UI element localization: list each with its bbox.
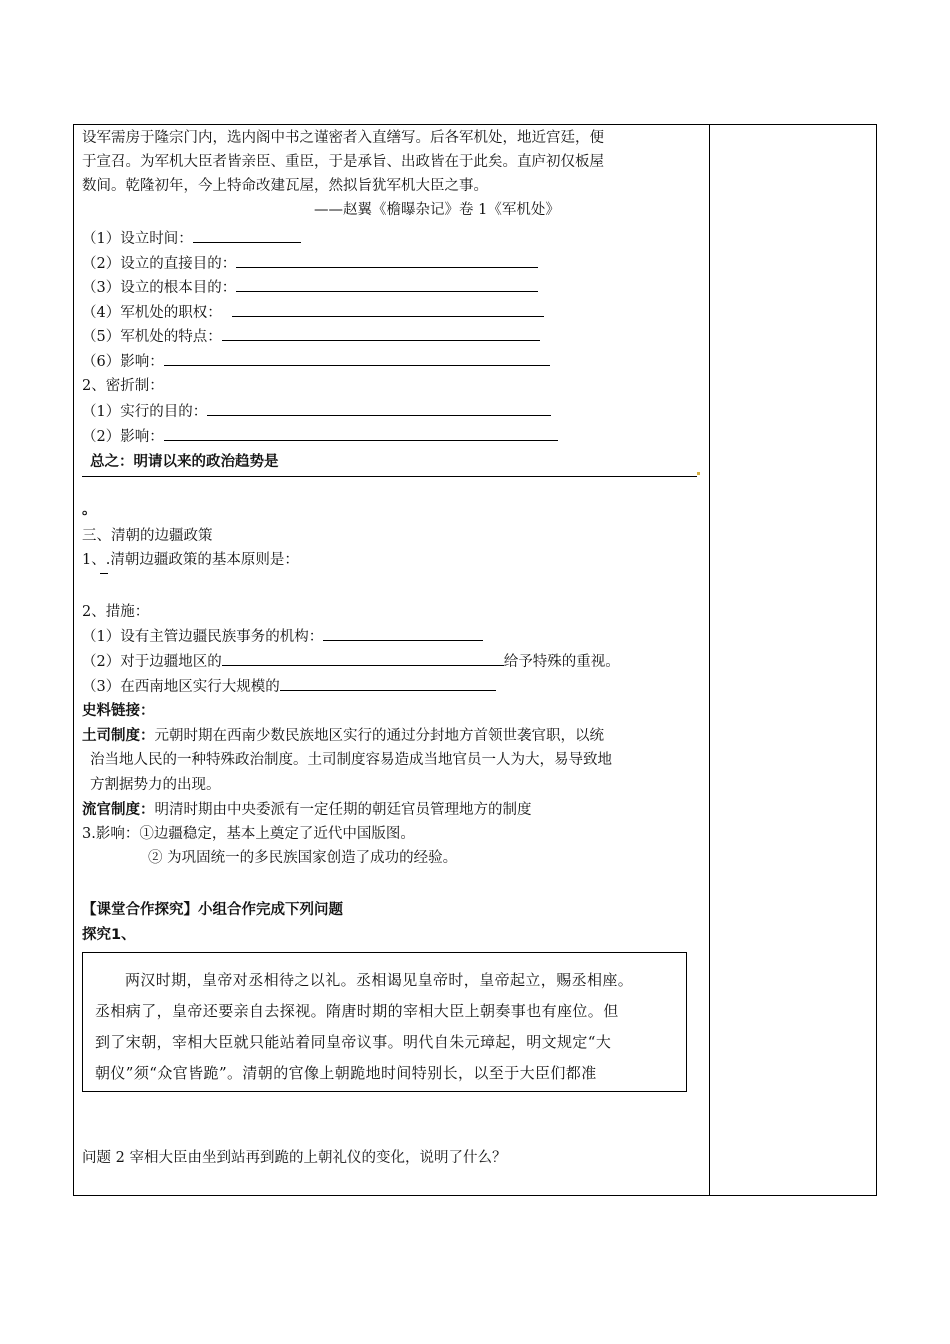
column-divider	[709, 124, 710, 1196]
answer-blank[interactable]	[232, 302, 544, 317]
junjichu-q3	[82, 277, 538, 298]
answer-blank[interactable]	[236, 277, 538, 292]
measure-1	[82, 626, 483, 647]
marker-dot	[697, 472, 700, 475]
summary-end: 。	[82, 502, 97, 518]
impact-line-1: 3.影响：①边疆稳定，基本上奠定了近代中国版图。	[82, 826, 415, 842]
tusi-label: 土司制度：	[82, 728, 155, 744]
answer-blank[interactable]	[207, 401, 551, 416]
box-line-3: 到了宋朝，宰相大臣就只能站着同皇帝议事。明代自朱元璋起，明文规定“大	[95, 1033, 612, 1051]
measure-3-label: （3）在西南地区实行大规模的	[82, 679, 280, 695]
measure-2	[82, 651, 620, 672]
q1-label: （1）设立时间：	[82, 231, 193, 247]
q4-label: （4）军机处的职权：	[82, 305, 222, 321]
q6-label: （6）影响：	[82, 354, 164, 370]
mizhe-q2	[82, 426, 558, 447]
junjichu-q4	[82, 302, 544, 323]
measures-title: 2、措施：	[82, 604, 150, 620]
links-title: 史料链接：	[82, 703, 155, 719]
q5-label: （5）军机处的特点：	[82, 329, 222, 345]
answer-blank[interactable]	[164, 426, 558, 441]
junjichu-q6	[82, 351, 550, 372]
answer-blank[interactable]	[323, 626, 483, 641]
box-line-4: 朝仪”须“众官皆跪”。清朝的官像上朝跪地时间特别长，以至于大臣们都准	[95, 1064, 597, 1082]
answer-blank[interactable]	[280, 676, 496, 691]
tusi-line-1	[82, 726, 604, 746]
measure-1-label: （1）设有主管边疆民族事务的机构：	[82, 629, 324, 645]
junjichu-q5	[82, 326, 540, 347]
answer-blank[interactable]	[193, 228, 301, 243]
mizhe-q1	[82, 401, 551, 422]
liuguan-line	[82, 800, 532, 820]
explore-heading: 【课堂合作探究】小组合作完成下列问题	[82, 902, 343, 918]
measure-2-suffix: 给予特殊的重视。	[503, 654, 620, 670]
answer-blank[interactable]	[164, 351, 550, 366]
measure-3	[82, 676, 496, 697]
answer-blank[interactable]	[222, 326, 540, 341]
tusi-text: 元朝时期在西南少数民族地区实行的通过分封地方首领世袭官职，以统	[154, 728, 604, 744]
answer-blank[interactable]	[236, 253, 538, 268]
liuguan-text: 明清时期由中央委派有一定任期的朝廷官员管理地方的制度	[154, 802, 532, 818]
answer-blank[interactable]	[222, 651, 504, 666]
mizhe-q2-label: （2）影响：	[82, 429, 164, 445]
tusi-line-3: 方割据势力的出现。	[90, 777, 221, 793]
question-2: 问题 2 宰相大臣由坐到站再到跪的上朝礼仪的变化，说明了什么？	[82, 1150, 507, 1166]
answer-blank[interactable]	[100, 573, 108, 574]
summary-label: 总之：明请以来的政治趋势是	[90, 454, 279, 470]
summary-answer-line[interactable]	[82, 476, 697, 477]
mizhe-title: 2、密折制：	[82, 378, 164, 394]
liuguan-label: 流官制度：	[82, 802, 155, 818]
q3-label: （3）设立的根本目的：	[82, 280, 237, 296]
source-line-2: 于宣召。为军机大臣者皆亲臣、重臣，于是承旨、出政皆在于此矣。直庐初仅板屋	[82, 154, 604, 170]
mizhe-q1-label: （1）实行的目的：	[82, 404, 208, 420]
source-citation: ——赵翼《檐曝杂记》卷 1《军机处》	[314, 202, 560, 218]
source-box	[82, 952, 687, 1092]
junjichu-q2	[82, 253, 538, 274]
source-line-1: 设军需房于隆宗门内，选内阁中书之谨密者入直缮写。后各军机处，地近宫廷，便	[82, 130, 604, 146]
frontier-principle: 1、.清朝边疆政策的基本原则是：	[82, 552, 299, 568]
q2-label: （2）设立的直接目的：	[82, 256, 237, 272]
tusi-line-2: 治当地人民的一种特殊政治制度。土司制度容易造成当地官员一人为大，易导致地	[90, 752, 612, 768]
junjichu-q1	[82, 228, 301, 249]
frontier-heading: 三、清朝的边疆政策	[82, 528, 213, 544]
explore-sub: 探究1、	[82, 927, 136, 943]
impact-line-2: ② 为巩固统一的多民族国家创造了成功的经验。	[148, 850, 458, 866]
box-line-1: 两汉时期，皇帝对丞相待之以礼。丞相谒见皇帝时，皇帝起立，赐丞相座。	[125, 971, 634, 989]
source-line-3: 数间。乾隆初年，今上特命改建瓦屋，然拟旨犹军机大臣之事。	[82, 178, 488, 194]
measure-2-label: （2）对于边疆地区的	[82, 654, 222, 670]
box-line-2: 丞相病了，皇帝还要亲自去探视。隋唐时期的宰相大臣上朝奏事也有座位。但	[95, 1002, 619, 1020]
